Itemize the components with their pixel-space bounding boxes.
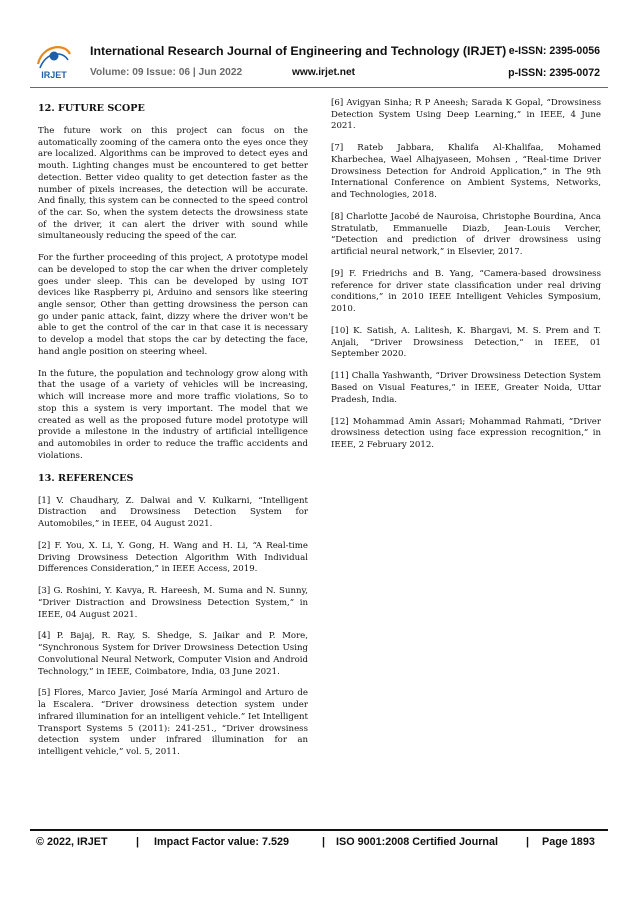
- future-scope-heading: 12. FUTURE SCOPE: [38, 103, 145, 114]
- page-header: [30, 38, 608, 88]
- footer-iso: ISO 9001:2008 Certified Journal: [336, 836, 499, 848]
- journal-title: International Research Journal of Engineering and Technology (IRJET): [90, 44, 507, 58]
- future-scope-paragraph: The future work on this project can focus on the automatically zooming of the camera onto the eyes once they are localized. Algorithms can be improved to detect eyes and mouth. Lighting changes must be encountered to get better detection. Better video quality to get detection faster as the number of pixels increases, the detection will be accurate. And finally, this system can be connected to the speed control of the car. So, when the system detects the drowsiness state of the driver, it can alert the driver with sound while simultaneously reducing the speed of the car.: [38, 126, 308, 242]
- reference-item: [7] Rateb Jabbara, Khalifa Al-Khalifaa, Mohamed Kharbechea, Wael Alhajyaseen, Mohsen , “Real-time Driver Drowsiness Detection for Android Application,” in The 9th International Conference on Ambient Systems, Networks, and Technologies, 2018.: [331, 143, 601, 201]
- website-link[interactable]: www.irjet.net: [292, 67, 356, 78]
- reference-item: [1] V. Chaudhary, Z. Dalwai and V. Kulkarni, “Intelligent Distraction and Drowsiness Detection System for Automobiles,” in IEEE, 04 August 2021.: [38, 495, 308, 529]
- footer-divider: [30, 829, 608, 831]
- page-number: Page 1893: [542, 836, 595, 848]
- reference-item: [10] K. Satish, A. Lalitesh, K. Bhargavi, M. S. Prem and T. Anjali, “Driver Drowsiness Detection,” in IEEE, 01 September 2020.: [331, 326, 601, 360]
- footer-impact-factor: Impact Factor value: 7.529: [154, 836, 290, 848]
- p-issn: p-ISSN: 2395-0072: [508, 67, 600, 79]
- e-issn: e-ISSN: 2395-0056: [508, 45, 600, 57]
- left-column: [38, 103, 308, 769]
- reference-item: [12] Mohammad Amin Assari; Mohammad Rahmati, “Driver drowsiness detection using face expression recognition,” in IEEE, 2 February 2012.: [331, 416, 601, 450]
- volume-issue: Volume: 09 Issue: 06 | Jun 2022: [90, 67, 243, 78]
- reference-item: [11] Challa Yashwanth, “Driver Drowsiness Detection System Based on Visual Features,” in IEEE, Greater Noida, Uttar Pradesh, India.: [331, 371, 601, 405]
- header-divider: [30, 87, 608, 88]
- footer-separator: |: [526, 836, 530, 848]
- reference-item: [2] F. You, X. Li, Y. Gong, H. Wang and H. Li, “A Real-time Driving Drowsiness Detection Algorithm With Individual Differences Consideration,” in IEEE Access, 2019.: [38, 540, 308, 575]
- reference-item: [9] F. Friedrichs and B. Yang, “Camera-based drowsiness reference for driver state classification under real driving conditions,” in 2010 IEEE Intelligent Vehicles Symposium, 2010.: [331, 269, 601, 315]
- footer-copyright: © 2022, IRJET: [36, 836, 108, 848]
- logo-text: IRJET: [41, 70, 67, 80]
- future-scope-paragraph: For the further proceeding of this project, A prototype model can be developed to stop the car when the driver completely goes under sleep. This can be developed by using IOT devices like Raspberry pi, Arduino and sensors like steering angle sensor, Other than getting drowsiness the person can go under panic attack, faint, dizzy where the driver won't be able to get the control of the car in that case it is necessary to develop a model that stops the car by detecting the face, hand angle position on steering wheel.: [38, 253, 308, 357]
- references-heading: 13. REFERENCES: [38, 472, 134, 484]
- reference-item: [8] Charlotte Jacobé de Nauroisa, Christophe Bourdina, Anca Stratulatb, Emmanuelle Diazb, Jean-Louis Vercher, “Detection and prediction of driver drowsiness using artificial neural network,” in Elsevier, 2017.: [331, 212, 601, 258]
- footer-separator: |: [136, 836, 140, 848]
- reference-item: [6] Avigyan Sinha; R P Aneesh; Sarada K Gopal, “Drowsiness Detection System Using Deep Learning,” in IEEE, 4 June 2021.: [331, 98, 601, 132]
- reference-item: [3] G. Roshini, Y. Kavya, R. Hareesh, M. Suma and N. Sunny, “Driver Distraction and Drowsiness Detection System,” in IEEE, 04 August 2021.: [38, 586, 308, 620]
- right-column: [331, 98, 601, 462]
- irjet-logo: [34, 40, 74, 82]
- reference-item: [4] P. Bajaj, R. Ray, S. Shedge, S. Jaikar and P. More, “Synchronous System for Driver Drowsiness Detection Using Convolutional Neural Network, Computer Vision and Android Technology,” in IEEE, Coimbatore, India, 03 June 2021.: [38, 631, 308, 677]
- footer-separator: |: [322, 836, 326, 848]
- future-scope-paragraph: In the future, the population and technology grow along with that the usage of a variety of vehicles will be increasing, which will increase more and more traffic violations, So to stop this a system is very important. The model that we created as well as the proposed future model prototype will provide a milestone in the industry of artificial intelligence and automobiles in order to reduce the traffic accidents and violations.: [38, 368, 308, 461]
- page-footer: [36, 836, 602, 852]
- reference-item: [5] Flores, Marco Javier, José María Armingol and Arturo de la Escalera. “Driver drowsiness detection system under infrared illumination for an intelligent vehicle.” Iet Intelligent Transport Systems 5 (2011): 241-251., “Driver drowsiness detection system under infrared illumination for an intelligent vehicle,” vol. 5, 2011.: [38, 688, 308, 757]
